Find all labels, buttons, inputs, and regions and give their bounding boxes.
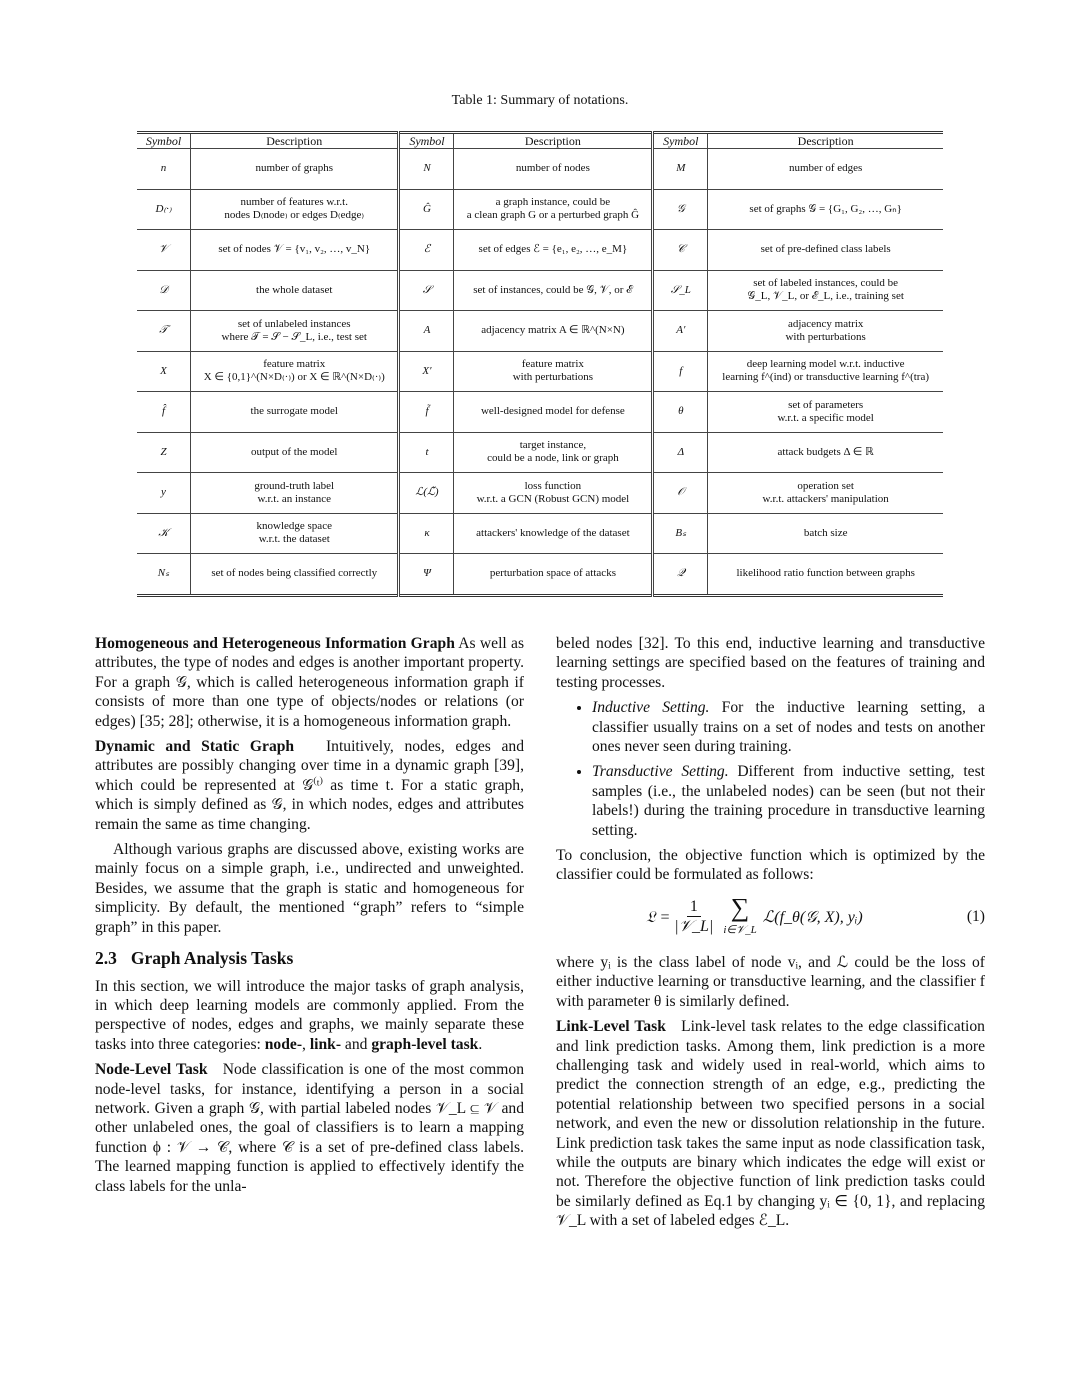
symbol-cell: y	[137, 473, 191, 514]
symbol-cell: f̃	[399, 392, 454, 433]
description-cell: well-designed model for defense	[454, 392, 653, 433]
symbol-cell: A′	[653, 311, 708, 352]
paragraph-text: As well as attributes, the type of nodes and edges is another important property. For a graph 𝒢, which is called heterogeneous information graph if consists of more than one type of objects/nodes or relations (or edges) [35; 28]; otherwise, it is a homogeneous information graph.	[95, 635, 525, 730]
table-row	[137, 473, 943, 514]
summation-index: i∈𝒱_L	[723, 923, 757, 936]
symbol-cell: D₍·₎	[137, 189, 191, 230]
list-item-text: For the inductive learning setting, a classifier usually trains on a set of nodes and tests on another ones never seen during training.	[592, 699, 986, 756]
description-cell: set of pre-defined class labels	[708, 230, 943, 271]
equation-number: (1)	[966, 907, 985, 925]
description-cell: output of the model	[191, 432, 399, 473]
symbol-cell: κ	[399, 513, 454, 554]
description-cell: adjacency matrix A ∈ ℝ^(N×N)	[454, 311, 653, 352]
paragraph	[95, 977, 524, 1055]
description-cell: knowledge space w.r.t. the dataset	[191, 513, 399, 554]
symbol-cell: 𝒪	[653, 473, 708, 514]
paragraph-heading: Homogeneous and Heterogeneous Information Graph	[95, 635, 455, 652]
description-cell: the whole dataset	[191, 270, 399, 311]
table-caption: Table 1: Summary of notations.	[451, 93, 629, 108]
description-cell: deep learning model w.r.t. inductive learning f^(ind) or transductive learning f^(tra)	[708, 351, 943, 392]
symbol-cell: Nₛ	[137, 554, 191, 596]
description-cell: set of nodes being classified correctly	[191, 554, 399, 596]
paragraph	[95, 1060, 524, 1196]
paragraph-text: Intuitively, nodes, edges and attributes are possibly changing over time in a dynamic graph [39], which could be represented at 𝒢⁽ᵗ⁾ as time t. For a static graph, which is simply defined as 𝒢, in which nodes, edges and attributes remain the same as time changing.	[95, 738, 524, 833]
description-cell: set of graphs 𝒢 = {G₁, G₂, …, Gₙ}	[708, 189, 943, 230]
symbol-cell: Bₛ	[653, 513, 708, 554]
bold-text: link-	[309, 1035, 342, 1053]
symbol-cell: 𝒬	[653, 554, 708, 596]
paragraph: Although various graphs are discussed above, existing works are mainly focus on a simple graph, i.e., undirected and unweighted. Besides, we assume that the graph is static and homogeneous for simplicity. By default, the mentioned “graph” refers to “simple graph” in this paper.	[95, 841, 524, 936]
paragraph	[556, 1017, 985, 1230]
description-cell: perturbation space of attacks	[454, 554, 653, 596]
symbol-cell: X′	[399, 351, 454, 392]
symbol-cell: 𝒮_L	[653, 270, 708, 311]
notation-table	[137, 131, 943, 597]
description-cell: set of edges ℰ = {e₁, e₂, …, e_M}	[454, 230, 653, 271]
symbol-cell: f̂	[137, 392, 191, 433]
bullet-list	[556, 698, 985, 840]
description-cell: adjacency matrix with perturbations	[708, 311, 943, 352]
description-cell: feature matrix X ∈ {0,1}^(N×D₍·₎) or X ∈ ℝ^(N×D₍·₎)	[191, 351, 399, 392]
symbol-cell: 𝒟	[137, 270, 191, 311]
paragraph: where yᵢ is the class label of node vᵢ, and ℒ could be the loss of either inductive learning or transductive learning, and the classifier f with parameter θ is similarly defined.	[556, 953, 985, 1010]
symbol-cell: 𝒦	[137, 513, 191, 554]
fraction	[674, 898, 713, 937]
table-row	[137, 432, 943, 473]
text: .	[478, 1035, 483, 1053]
description-cell: operation set w.r.t. attackers' manipulation	[708, 473, 943, 514]
symbol-cell: Z	[137, 432, 191, 473]
equation	[556, 891, 985, 949]
table-row	[137, 189, 943, 230]
description-cell: set of parameters w.r.t. a specific model	[708, 392, 943, 433]
symbol-cell: f	[653, 351, 708, 392]
paragraph	[95, 634, 524, 731]
description-cell: the surrogate model	[191, 392, 399, 433]
table-row	[137, 513, 943, 554]
text: ,	[302, 1035, 310, 1053]
description-cell: likelihood ratio function between graphs	[708, 554, 943, 596]
description-cell: target instance, could be a node, link or graph	[454, 432, 653, 473]
section-number: 2.3	[95, 948, 117, 969]
summation: ∑ i∈𝒱_L	[723, 895, 756, 940]
description-cell: feature matrix with perturbations	[454, 351, 653, 392]
description-cell: set of nodes 𝒱 = {v₁, v₂, …, v_N}	[191, 230, 399, 271]
description-cell: ground-truth label w.r.t. an instance	[191, 473, 399, 514]
paragraph: To conclusion, the objective function which is optimized by the classifier could be formulated as follows:	[556, 847, 985, 884]
symbol-cell: M	[653, 149, 708, 190]
list-item-heading: Transductive Setting.	[592, 763, 729, 781]
table-header-row	[137, 133, 943, 149]
denominator: |𝒱_L|	[674, 918, 714, 936]
header-description: Description	[191, 133, 399, 149]
equation-rhs: ℒ(f_θ(𝒢, X), yᵢ)	[762, 908, 863, 926]
paragraph-heading: Node-Level Task	[95, 1061, 208, 1079]
symbol-cell: θ	[653, 392, 708, 433]
symbol-cell: Δ	[653, 432, 708, 473]
right-column	[556, 634, 985, 1237]
description-cell: set of unlabeled instances where 𝒯 = 𝒮 − 𝒮_L, i.e., test set	[191, 311, 399, 352]
list-item-heading: Inductive Setting.	[592, 699, 710, 717]
description-cell: attack budgets Δ ∈ ℝ	[708, 432, 943, 473]
symbol-cell: 𝒢	[653, 189, 708, 230]
list-item	[592, 698, 985, 756]
bold-text: graph-level task	[371, 1035, 479, 1053]
table-row	[137, 230, 943, 271]
table-row	[137, 270, 943, 311]
table-row	[137, 351, 943, 392]
symbol-cell: A	[399, 311, 454, 352]
symbol-cell: N	[399, 149, 454, 190]
symbol-cell: 𝒱	[137, 230, 191, 271]
equation-lhs: 𝔏 =	[646, 908, 671, 926]
description-cell: number of edges	[708, 149, 943, 190]
symbol-cell: 𝒮	[399, 270, 454, 311]
section-title: Graph Analysis Tasks	[130, 948, 294, 969]
symbol-cell: Ĝ	[399, 189, 454, 230]
bold-text: node-	[264, 1035, 303, 1053]
symbol-cell: n	[137, 149, 191, 190]
table-row	[137, 311, 943, 352]
paragraph-heading: Dynamic and Static Graph	[95, 738, 295, 756]
header-symbol: Symbol	[399, 133, 454, 149]
description-cell: batch size	[708, 513, 943, 554]
symbol-cell: X	[137, 351, 191, 392]
symbol-cell: ℒ(ℒ̃)	[399, 473, 454, 514]
description-cell: set of labeled instances, could be 𝒢_L, 𝒱_L, or ℰ_L, i.e., training set	[708, 270, 943, 311]
table-row	[137, 149, 943, 190]
paragraph: beled nodes [32]. To this end, inductive learning and transductive learning settings are specified based on the features of training and testing processes.	[556, 635, 985, 691]
description-cell: a graph instance, could be a clean graph G or a perturbed graph Ĝ	[454, 189, 653, 230]
header-description: Description	[454, 133, 653, 149]
list-item-text: Different from inductive setting, test samples (i.e., the unlabeled nodes) can be seen (but not their labels!) during the training procedure in transductive learning setting.	[592, 763, 986, 839]
numerator: 1	[687, 898, 701, 917]
section-heading	[95, 949, 524, 968]
description-cell: set of instances, could be 𝒢, 𝒱, or ℰ	[454, 270, 653, 311]
paragraph-text: Link-level task relates to the edge classification and link prediction tasks. Among them, link prediction is a more challenging task and widely used in real-world, which aims to predict the connection strength of an edge, e.g., predicting the potential relationship between two specified persons in a social network, and even the new or dissolution relationship in the future. Link prediction task takes the same input as node classification task, while the outputs are binary which indicates the edge will exist or not. Therefore the objective function of link prediction tasks could be similarly defined as Eq.1 by changing yᵢ ∈ {0, 1}, and replacing 𝒱_L with a set of labeled edges ℰ_L.	[556, 1018, 985, 1230]
description-cell: attackers' knowledge of the dataset	[454, 513, 653, 554]
table-row	[137, 392, 943, 433]
symbol-cell: 𝒞	[653, 230, 708, 271]
header-symbol: Symbol	[653, 133, 708, 149]
symbol-cell: t	[399, 432, 454, 473]
left-column	[95, 634, 524, 1202]
description-cell: number of features w.r.t. nodes D₍node₎ or edges D₍edge₎	[191, 189, 399, 230]
text: and	[341, 1035, 372, 1053]
header-symbol: Symbol	[137, 133, 191, 149]
header-description: Description	[708, 133, 943, 149]
symbol-cell: 𝒯	[137, 311, 191, 352]
text: In this section, we will introduce the major tasks of graph analysis, in which deep learning models are commonly applied. From the perspective of nodes, edges and graphs, we mainly separate these tasks into three categories:	[95, 977, 524, 1053]
paragraph-text: Node classification is one of the most common node-level tasks, for instance, identifying a person in a social network. Given a graph 𝒢, with partial labeled nodes 𝒱_L ⊆ 𝒱 and other unlabeled ones, the goal of classifiers is to learn a mapping function ϕ : 𝒱 → 𝒞, where 𝒞 is a set of pre-defined class labels. The learned mapping function is applied to effectively identify the class labels for the unla-	[95, 1061, 524, 1195]
description-cell: number of graphs	[191, 149, 399, 190]
description-cell: number of nodes	[454, 149, 653, 190]
table-row	[137, 554, 943, 596]
paragraph	[95, 737, 524, 834]
symbol-cell: Ψ	[399, 554, 454, 596]
paragraph-heading: Link-Level Task	[556, 1018, 666, 1036]
symbol-cell: ℰ	[399, 230, 454, 271]
description-cell: loss function w.r.t. a GCN (Robust GCN) model	[454, 473, 653, 514]
list-item	[592, 762, 985, 840]
